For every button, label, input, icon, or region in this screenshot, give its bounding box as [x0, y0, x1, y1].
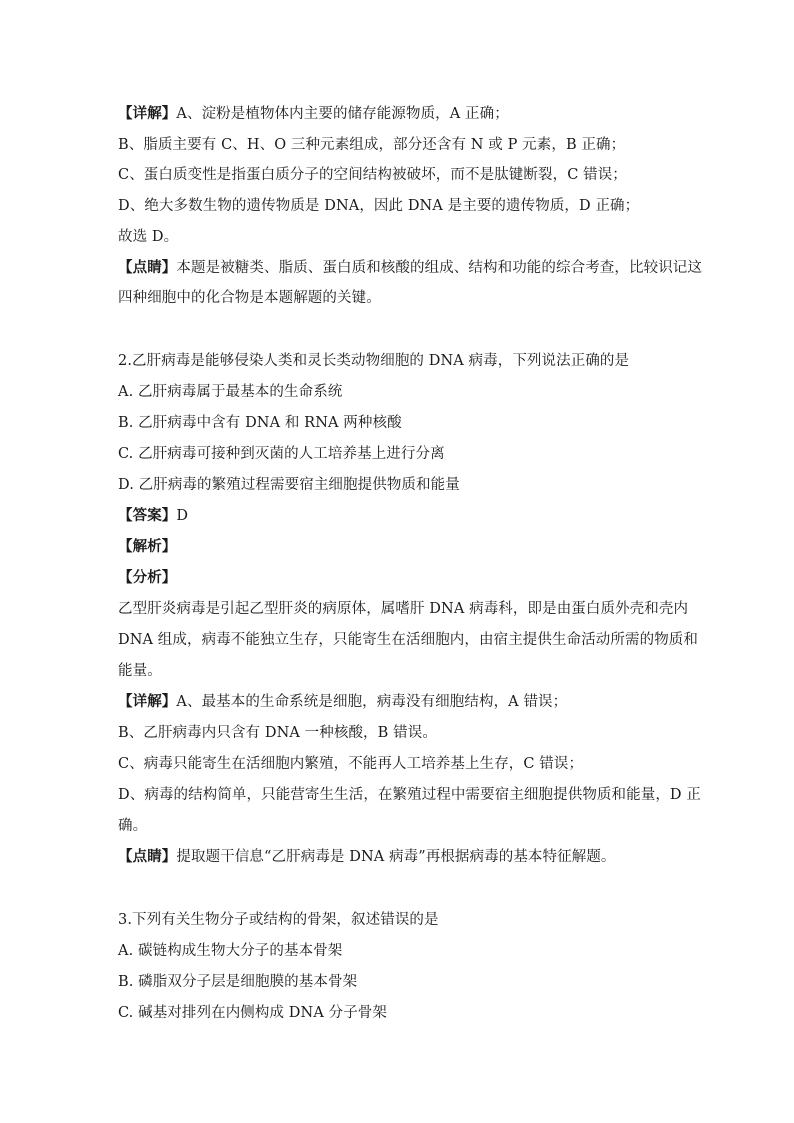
text-line	[118, 165, 688, 185]
comment-line	[118, 258, 703, 278]
text: D. 乙肝病毒的繁殖过程需要宿主细胞提供物质和能量	[118, 477, 460, 493]
text: 提取题干信息“乙肝病毒是 DNA 病毒”再根据病毒的基本特征解题。	[176, 849, 616, 865]
option-b	[118, 972, 688, 992]
text-line	[118, 599, 688, 619]
text: 能量。	[118, 663, 162, 679]
comment-label: 【点睛】	[118, 259, 177, 276]
option-c	[118, 1003, 688, 1023]
text: 2.乙肝病毒是能够侵染人类和灵长类动物细胞的 DNA 病毒，下列说法正确的是	[118, 353, 630, 369]
text: A、淀粉是植物体内主要的储存能源物质，A 正确；	[176, 106, 509, 122]
text: 确。	[118, 818, 148, 834]
text: C. 乙肝病毒可接种到灭菌的人工培养基上进行分离	[118, 446, 445, 462]
text-line	[118, 135, 688, 155]
analyze-label: 【分析】	[118, 569, 177, 586]
option-c	[118, 444, 688, 464]
text-line	[118, 785, 701, 805]
text-line	[118, 661, 688, 681]
answer-line	[118, 506, 688, 526]
text: B. 乙肝病毒中含有 DNA 和 RNA 两种核酸	[118, 415, 402, 431]
option-d	[118, 475, 688, 495]
text-line	[118, 754, 688, 774]
text: 本题是被糖类、脂质、蛋白质和核酸的组成、结构和功能的综合考查，比较识记这	[176, 260, 703, 276]
text: 乙型肝炎病毒是引起乙型肝炎的病原体，属嗜肝 DNA 病毒科，即是由蛋白质外壳和壳内	[118, 601, 689, 617]
analyze-heading	[118, 568, 688, 588]
option-a	[118, 382, 688, 402]
text: C、病毒只能寄生在活细胞内繁殖，不能再人工培养基上生存，C 错误；	[118, 756, 584, 772]
question-stem	[118, 351, 688, 371]
option-b	[118, 413, 688, 433]
text: C、蛋白质变性是指蛋白质分子的空间结构被破坏，而不是肽键断裂，C 错误；	[118, 167, 627, 183]
text-line	[118, 288, 688, 308]
text: A、最基本的生命系统是细胞，病毒没有细胞结构，A 错误；	[176, 694, 568, 710]
text: B. 磷脂双分子层是细胞膜的基本骨架	[118, 974, 358, 990]
answer-label: 【答案】	[118, 507, 177, 524]
text: DNA 组成，病毒不能独立生存，只能寄生在活细胞内，由宿主提供生命活动所需的物质和	[118, 632, 698, 648]
text-line	[118, 630, 698, 650]
text: A. 碳链构成生物大分子的基本骨架	[118, 943, 343, 959]
text: B、脂质主要有 C、H、O 三种元素组成，部分还含有 N 或 P 元素，B 正确；	[118, 137, 626, 153]
option-a	[118, 941, 688, 961]
detail-heading-line	[118, 104, 688, 124]
text: 3.下列有关生物分子或结构的骨架，叙述错误的是	[118, 912, 439, 928]
question-stem	[118, 910, 688, 930]
text: B、乙肝病毒内只含有 DNA 一种核酸，B 错误。	[118, 725, 437, 741]
text-line	[118, 723, 688, 743]
detail-label: 【详解】	[118, 693, 177, 710]
analysis-heading	[118, 537, 688, 557]
detail-label: 【详解】	[118, 105, 177, 122]
text: A. 乙肝病毒属于最基本的生命系统	[118, 384, 343, 400]
text-line	[118, 227, 688, 247]
text: D、绝大多数生物的遗传物质是 DNA，因此 DNA 是主要的遗传物质，D 正确；	[118, 198, 640, 214]
detail-heading-line	[118, 692, 688, 712]
comment-line	[118, 847, 688, 867]
text: D、病毒的结构简单，只能营寄生生活，在繁殖过程中需要宿主细胞提供物质和能量，D 正	[118, 787, 701, 803]
text: 故选 D。	[118, 229, 179, 245]
text-line	[118, 196, 688, 216]
analysis-label: 【解析】	[118, 538, 177, 555]
comment-label: 【点睛】	[118, 848, 177, 865]
answer-value: D	[176, 508, 189, 524]
text-line	[118, 816, 688, 836]
text: 四种细胞中的化合物是本题解题的关键。	[118, 290, 381, 306]
text: C. 碱基对排列在内侧构成 DNA 分子骨架	[118, 1005, 387, 1021]
